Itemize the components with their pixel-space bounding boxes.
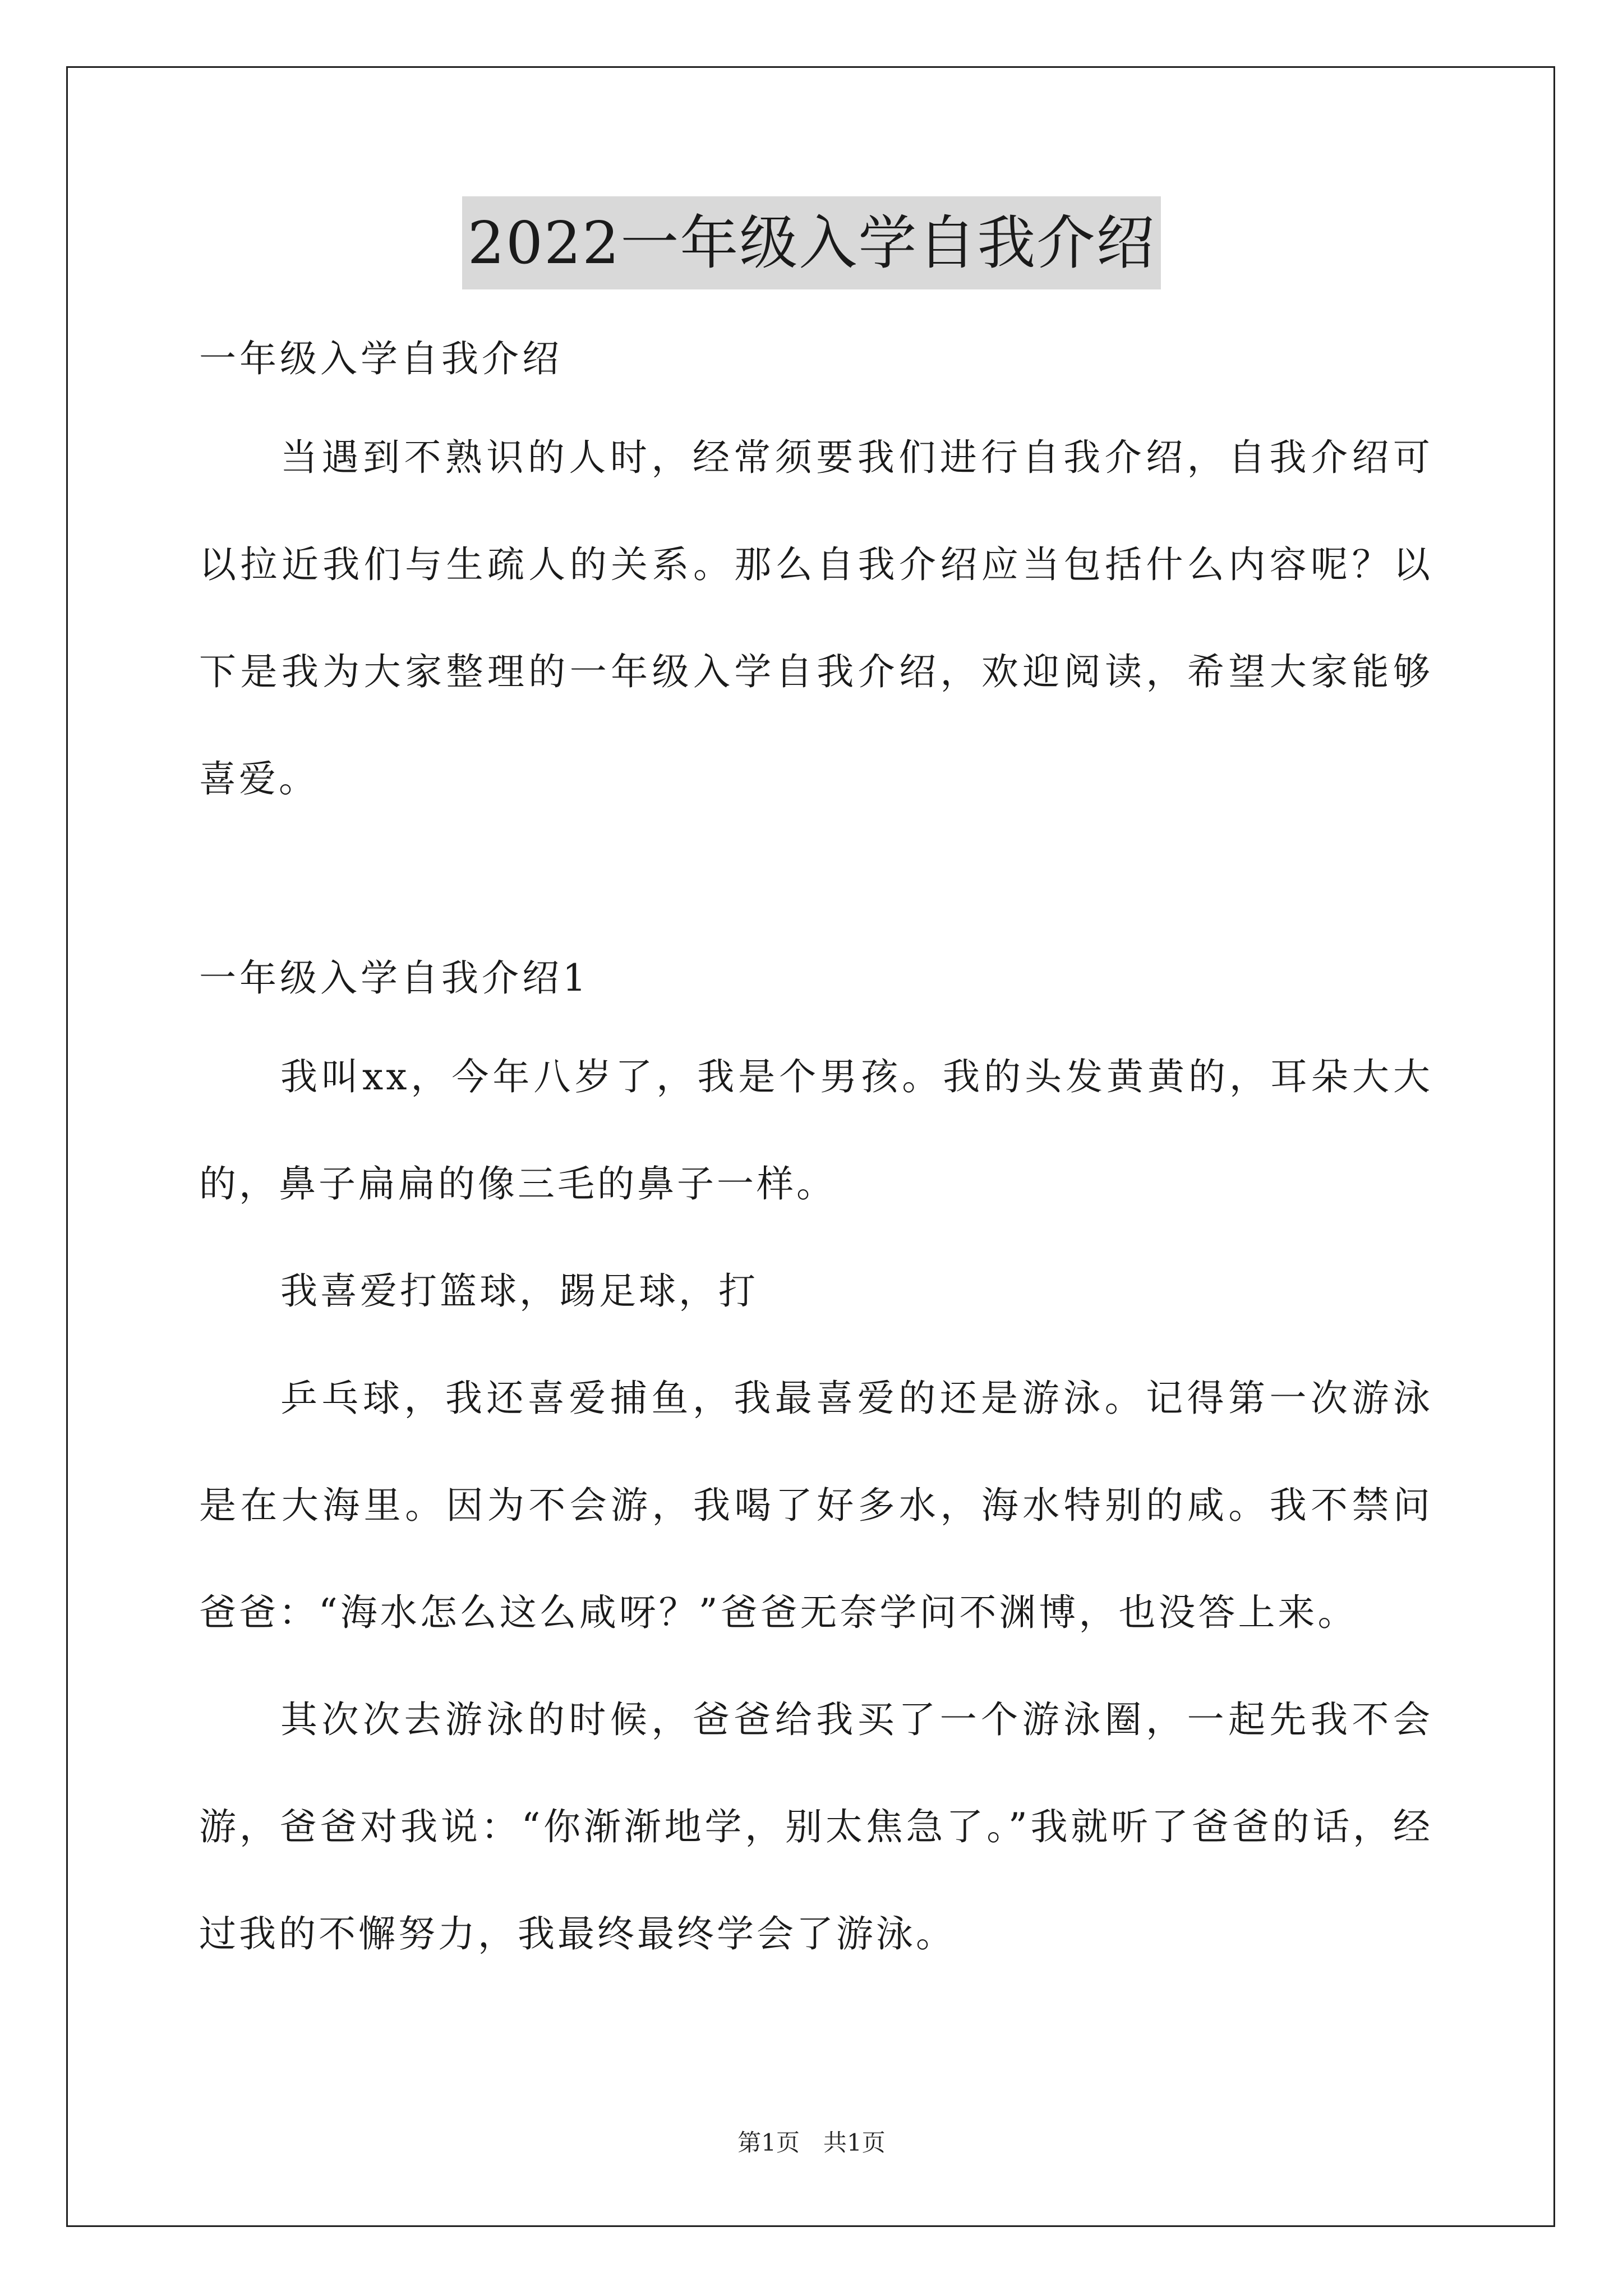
body-paragraph: 我叫xx，今年八岁了，我是个男孩。我的头发黄黄的，耳朵大大的，鼻子扁扁的像三毛的鼻子一样。 [199, 1055, 1433, 1205]
body-paragraph: 其次次去游泳的时候，爸爸给我买了一个游泳圈，一起先我不会游，爸爸对我说：“你渐渐地学，别太焦急了。”我就听了爸爸的话，经过我的不懈努力，我最终最终学会了游泳。 [199, 1698, 1433, 1955]
section-spacer [199, 832, 1433, 933]
page-number: 第1页 共1页 [737, 2129, 886, 2156]
page-footer [0, 2126, 1623, 2160]
body-paragraph: 乒乓球，我还喜爱捕鱼，我最喜爱的还是游泳。记得第一次游泳是在大海里。因为不会游，我喝了好多水，海水特别的咸。我不禁问爸爸：“海水怎么这么咸呀？”爸爸无奈学问不渊博，也没答上来。 [199, 1377, 1433, 1634]
title-container [0, 196, 1623, 289]
section1-heading: 一年级入学自我介绍1 [199, 956, 589, 1000]
body-paragraph: 我喜爱打篮球，踢足球，打 [280, 1269, 758, 1313]
intro-heading: 一年级入学自我介绍 [199, 337, 562, 380]
document-body [199, 314, 1433, 1987]
intro-paragraph: 当遇到不熟识的人时，经常须要我们进行自我介绍，自我介绍可以拉近我们与生疏人的关系。那么自我介绍应当包括什么内容呢？以下是我为大家整理的一年级入学自我介绍，欢迎阅读，希望大家能够喜爱。 [199, 436, 1433, 800]
document-title: 2022一年级入学自我介绍 [462, 196, 1161, 289]
